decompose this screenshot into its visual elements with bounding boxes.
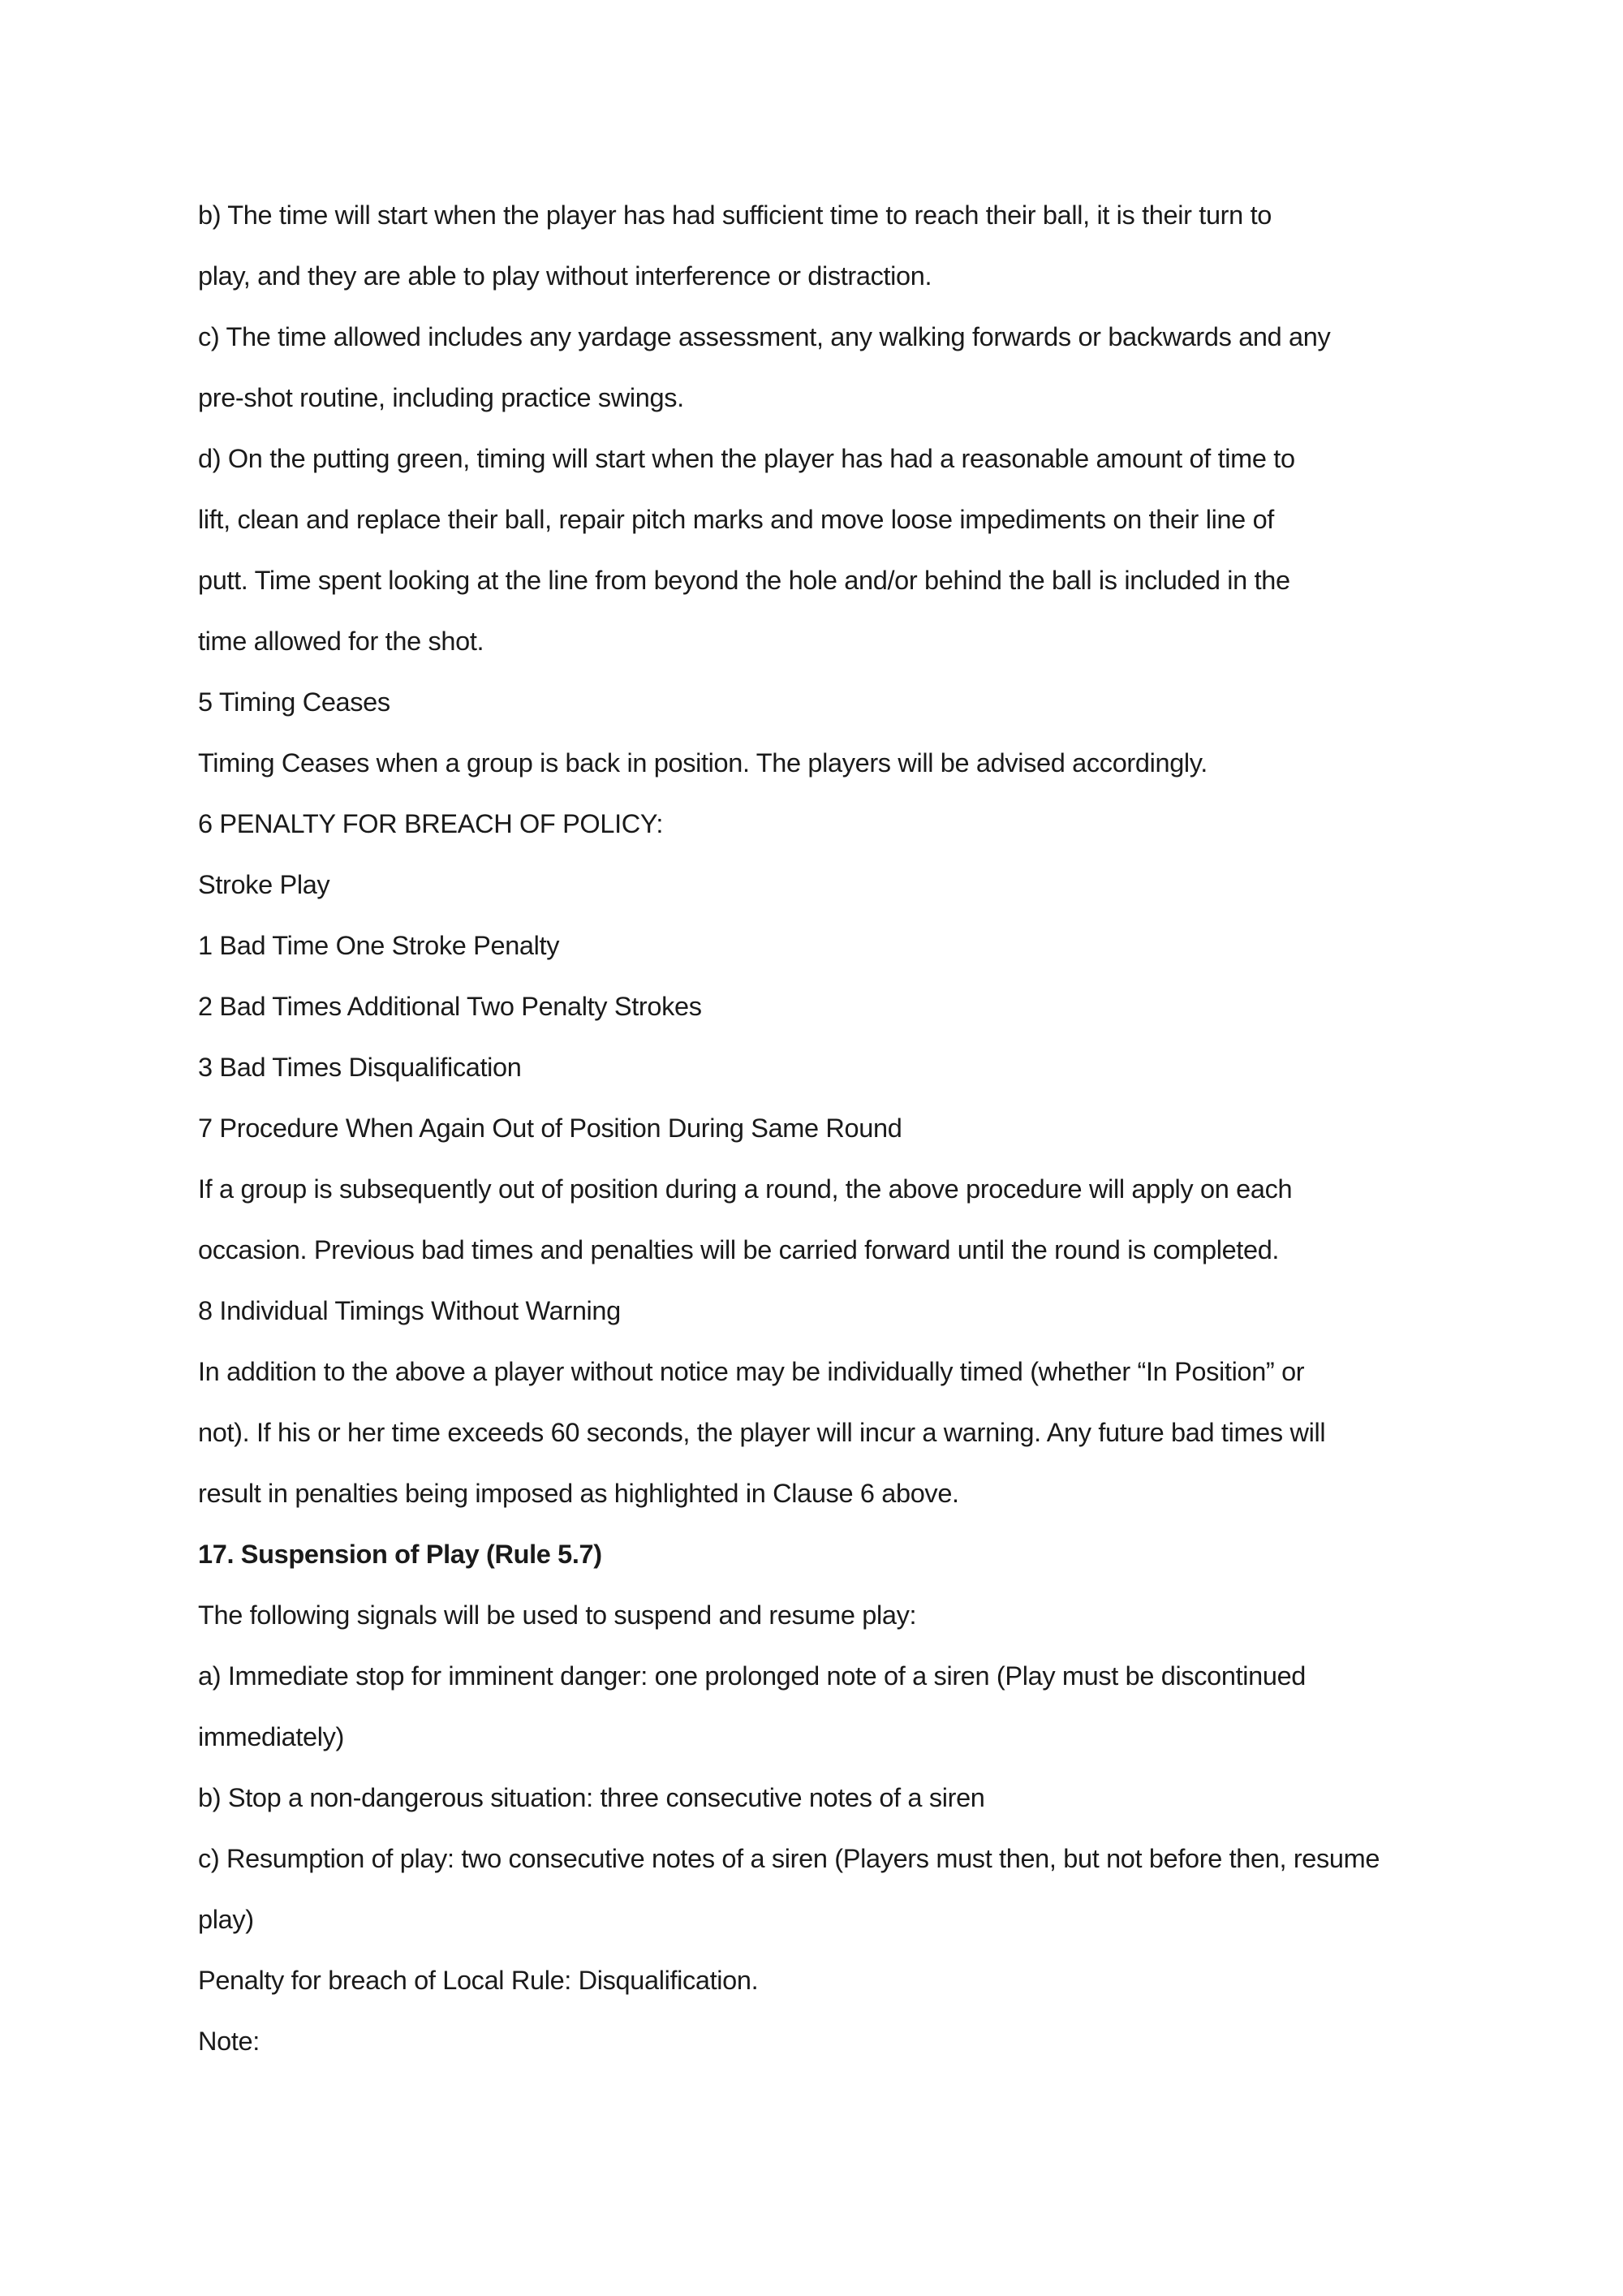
text-line: result in penalties being imposed as highlighted in Clause 6 above.	[198, 1479, 959, 1508]
text-line: 1 Bad Time One Stroke Penalty	[198, 931, 560, 960]
text-line: 5 Timing Ceases	[198, 687, 390, 717]
text-line: In addition to the above a player without notice may be individually timed (whether “In Position” or	[198, 1357, 1305, 1386]
text-line: Note:	[198, 2027, 260, 2056]
text-line: 3 Bad Times Disqualification	[198, 1053, 522, 1082]
text-line: Stroke Play	[198, 870, 330, 899]
text-line: a) Immediate stop for imminent danger: one prolonged note of a siren (Play must be discontinued	[198, 1661, 1307, 1691]
text-line: immediately)	[198, 1722, 345, 1751]
text-line: Timing Ceases when a group is back in position. The players will be advised accordingly.	[198, 748, 1208, 778]
text-line: c) Resumption of play: two consecutive notes of a siren (Players must then, but not before then, resume	[198, 1844, 1380, 1873]
text-line: 8 Individual Timings Without Warning	[198, 1296, 621, 1325]
text-line: d) On the putting green, timing will start when the player has had a reasonable amount of time to	[198, 444, 1295, 473]
document-body	[198, 193, 1448, 2080]
text-line: pre-shot routine, including practice swings.	[198, 383, 684, 412]
text-line: 2 Bad Times Additional Two Penalty Strokes	[198, 992, 702, 1021]
text-line: 6 PENALTY FOR BREACH OF POLICY:	[198, 809, 664, 838]
text-line: time allowed for the shot.	[198, 627, 484, 656]
text-line: play)	[198, 1905, 254, 1934]
text-line: b) The time will start when the player has had sufficient time to reach their ball, it is their turn to	[198, 200, 1272, 230]
section-heading: 17. Suspension of Play (Rule 5.7)	[198, 1540, 602, 1569]
text-line: lift, clean and replace their ball, repair pitch marks and move loose impediments on their line of	[198, 505, 1274, 534]
text-line: Penalty for breach of Local Rule: Disqualification.	[198, 1966, 759, 1995]
text-line: The following signals will be used to suspend and resume play:	[198, 1600, 917, 1630]
text-line: not). If his or her time exceeds 60 seconds, the player will incur a warning. Any future bad times will	[198, 1418, 1326, 1447]
text-line: b) Stop a non-dangerous situation: three consecutive notes of a siren	[198, 1783, 985, 1812]
text-line: If a group is subsequently out of position during a round, the above procedure will apply on each	[198, 1174, 1293, 1204]
text-line: play, and they are able to play without interference or distraction.	[198, 261, 932, 291]
text-line: 7 Procedure When Again Out of Position During Same Round	[198, 1114, 902, 1143]
text-line: putt. Time spent looking at the line from beyond the hole and/or behind the ball is included in the	[198, 566, 1290, 595]
text-line: occasion. Previous bad times and penalties will be carried forward until the round is completed.	[198, 1235, 1280, 1264]
text-line: c) The time allowed includes any yardage assessment, any walking forwards or backwards and any	[198, 322, 1331, 351]
